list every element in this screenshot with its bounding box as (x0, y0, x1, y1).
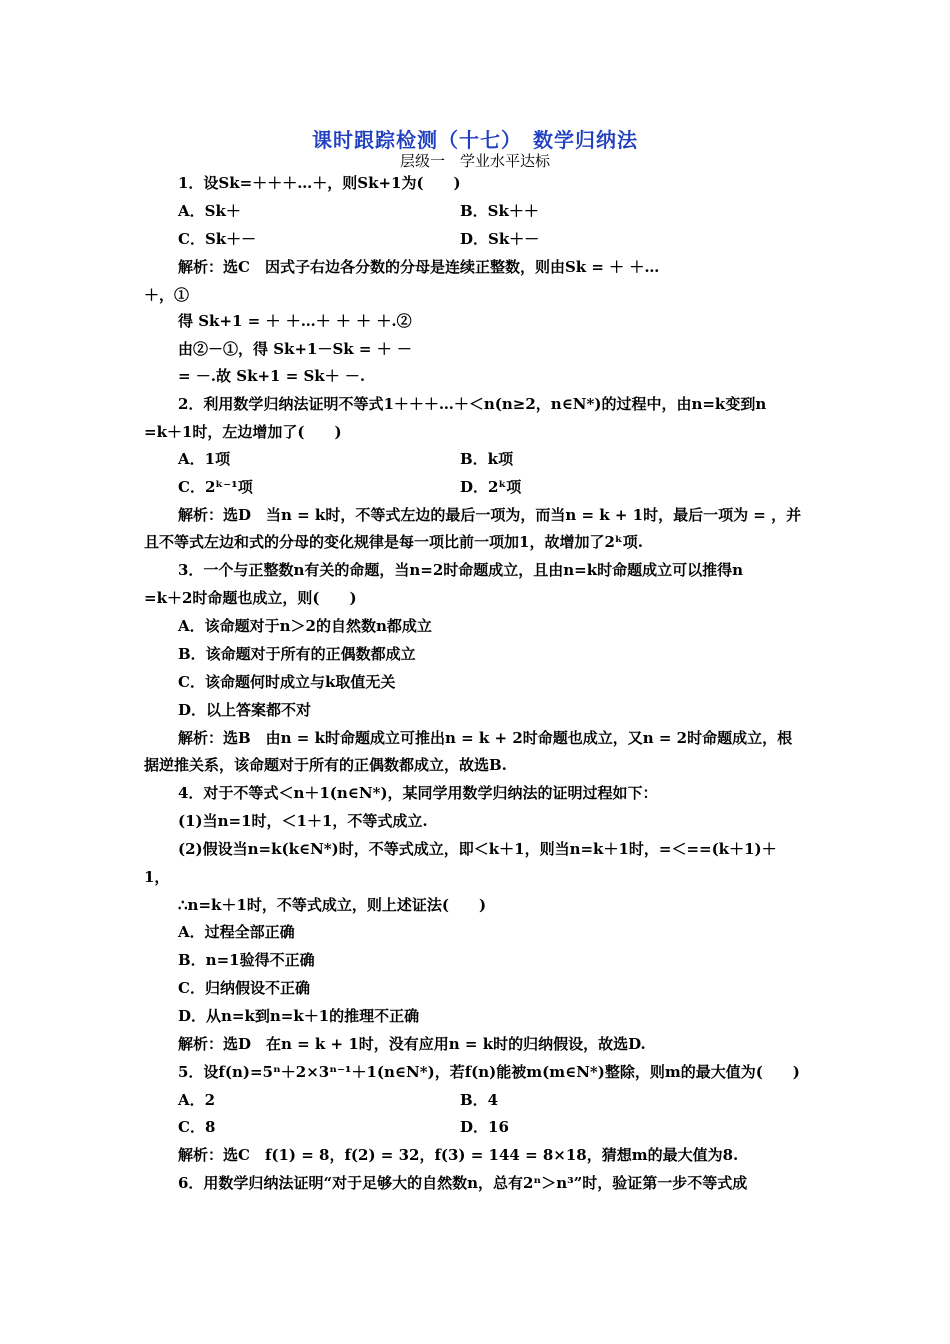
q5-option-a: A．2 (178, 1091, 216, 1109)
question-2-stem: =k＋1时，左边增加了( ) (144, 423, 342, 441)
q4-solution-line: 解析：选D 在n = k + 1时，没有应用n = k时的归纳假设，故选D. (178, 1035, 646, 1053)
q4-option-a: A．过程全部正确 (178, 923, 295, 941)
q2-solution-line: 且不等式左边和式的分母的变化规律是每一项比前一项加1，故增加了2ᵏ项. (144, 533, 643, 551)
q3-option-a: A．该命题对于n＞2的自然数n都成立 (178, 617, 432, 635)
q3-option-d: D．以上答案都不对 (178, 701, 312, 719)
question-3-stem: 3．一个与正整数n有关的命题，当n=2时命题成立，且由n=k时命题成立可以推得n (178, 561, 744, 579)
q1-solution-line: 得 Sk+1 = ＋ ＋…＋ ＋ ＋ ＋.② (178, 312, 412, 330)
question-2-stem: 2．利用数学归纳法证明不等式1＋＋＋…＋＜n(n≥2，n∈N*)的过程中，由n=k变到n (178, 395, 767, 413)
page-title: 课时跟踪检测（十七） 数学归纳法 (312, 128, 638, 152)
q2-option-a: A．1项 (178, 450, 231, 468)
q3-option-c: C．该命题何时成立与k取值无关 (178, 673, 396, 691)
q4-option-b: B．n=1验得不正确 (178, 951, 315, 969)
q1-option-c: C．Sk＋－ (178, 230, 257, 248)
q4-proof-step: ∴n=k＋1时，不等式成立，则上述证法( ) (178, 896, 487, 914)
q5-solution-line: 解析：选C f(1) = 8，f(2) = 32，f(3) = 144 = 8×18，猜想m的最大值为8. (178, 1146, 739, 1164)
q2-option-b: B．k项 (460, 450, 514, 468)
question-6-stem: 6．用数学归纳法证明“对于足够大的自然数n，总有2ⁿ＞n³”时，验证第一步不等式成 (178, 1174, 748, 1192)
q1-option-b: B．Sk＋＋ (460, 202, 539, 220)
q4-option-d: D．从n=k到n=k＋1的推理不正确 (178, 1007, 420, 1025)
q1-solution-line: ＋，① (144, 286, 190, 304)
q3-solution-line: 解析：选B 由n = k时命题成立可推出n = k + 2时命题也成立，又n = 2时命题成立，根 (178, 729, 793, 747)
q1-solution-line: = －.故 Sk+1 = Sk＋ －. (178, 367, 366, 385)
q3-solution-line: 据逆推关系，该命题对于所有的正偶数都成立，故选B. (144, 756, 507, 774)
q5-option-b: B．4 (460, 1091, 499, 1109)
q1-solution-line: 由②－①，得 Sk+1－Sk = ＋ － (178, 340, 412, 358)
section-subtitle: 层级一 学业水平达标 (399, 152, 550, 170)
q4-proof-step: (1)当n=1时，＜1＋1，不等式成立. (178, 812, 428, 830)
q1-option-d: D．Sk＋－ (460, 230, 540, 248)
q4-proof-step: 1， (144, 868, 170, 886)
q1-option-a: A．Sk＋ (178, 202, 241, 220)
q4-proof-step: (2)假设当n=k(k∈N*)时，不等式成立，即＜k＋1，则当n=k＋1时，=＜==(k＋1)＋ (178, 840, 777, 858)
question-5-stem: 5．设f(n)=5ⁿ＋2×3ⁿ⁻¹＋1(n∈N*)，若f(n)能被m(m∈N*)整除，则m的最大值为( ) (178, 1063, 800, 1081)
question-3-stem: =k＋2时命题也成立，则( ) (144, 589, 357, 607)
q4-option-c: C．归纳假设不正确 (178, 979, 310, 997)
q2-solution-line: 解析：选D 当n = k时，不等式左边的最后一项为，而当n = k + 1时，最后一项为 = ，并 (178, 506, 802, 524)
q5-option-c: C．8 (178, 1118, 216, 1136)
q5-option-d: D．16 (460, 1118, 509, 1136)
question-4-stem: 4．对于不等式＜n＋1(n∈N*)，某同学用数学归纳法的证明过程如下： (178, 784, 658, 802)
q2-option-d: D．2ᵏ项 (460, 478, 522, 496)
q2-option-c: C．2ᵏ⁻¹项 (178, 478, 253, 496)
question-1-stem: 1．设Sk=＋＋＋…＋，则Sk+1为( ) (178, 174, 461, 192)
q3-option-b: B．该命题对于所有的正偶数都成立 (178, 645, 416, 663)
q1-solution-line: 解析：选C 因式子右边各分数的分母是连续正整数，则由Sk = ＋ ＋… (178, 258, 660, 276)
